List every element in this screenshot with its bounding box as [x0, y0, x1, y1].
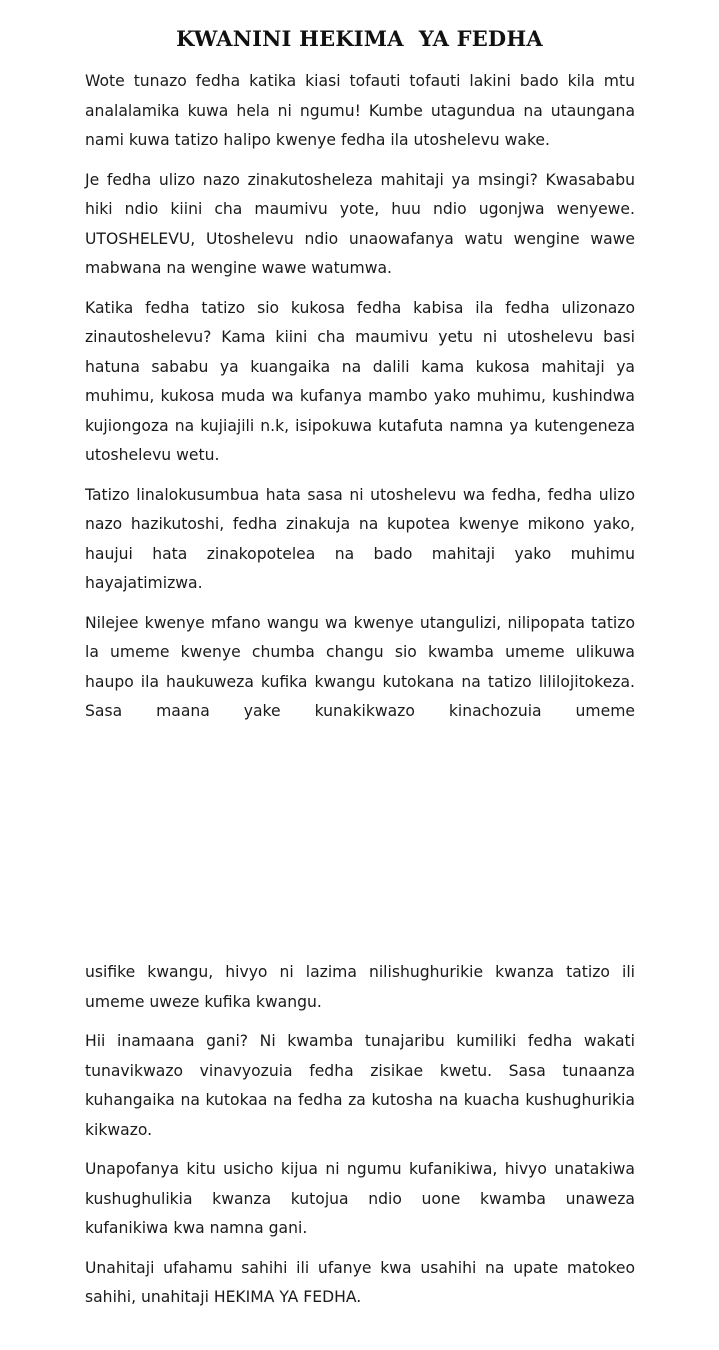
- paragraph-5: Nilejee kwenye mfano wangu wa kwenye utangulizi, nilipopata tatizo la umeme kwenye chumba changu sio kwamba umeme ulikuwa haupo ila haukuweza kufika kwangu kutokana na tatizo lililojitokeza. Sasa maana yake kunakikwazo kinachozuia umeme: [85, 613, 635, 720]
- paragraph-8: Unapofanya kitu usicho kijua ni ngumu kufanikiwa, hivyo unatakiwa kushughulikia kwanza kutojua ndio uone kwamba unaweza kufanikiwa kwa namna gani.: [85, 1160, 635, 1237]
- page-title: KWANINI HEKIMA YA FEDHA: [176, 26, 543, 51]
- paragraph-7: Hii inamaana gani? Ni kwamba tunajaribu kumiliki fedha wakati tunavikwazo vinavyozuia fedha zisikae kwetu. Sasa tunaanza kuhangaika na kutokaa na fedha za kutosha na kuacha kushughurikia kikwazo.: [85, 1032, 635, 1139]
- paragraph-4: Tatizo linalokusumbua hata sasa ni utoshelevu wa fedha, fedha ulizo nazo hazikutoshi, fedha zinakuja na kupotea kwenye mikono yako, haujui hata zinakopotelea na bado mahitaji yako muhimu hayajatimizwa.: [85, 485, 635, 592]
- paragraph-3: Katika fedha tatizo sio kukosa fedha kabisa ila fedha ulizonazo zinautoshelevu? Kama kiini cha maumivu yetu ni utoshelevu basi hatuna sababu ya kuangaika na dalili kama kukosa mahitaji ya muhimu, kukosa muda wa kufanya mambo yako muhimu, kushindwa kujiongoza na kujiajili n.k, isipokuwa kutafuta namna ya kutengeneza utoshelevu wetu.: [85, 298, 635, 464]
- paragraph-2: Je fedha ulizo nazo zinakutosheleza mahitaji ya msingi? Kwasababu hiki ndio kiini cha maumivu yote, huu ndio ugonjwa wenyewe. UTOSHELEVU, Utoshelevu ndio unaowafanya watu wengine wawe mabwana na wengine wawe watumwa.: [85, 170, 635, 277]
- text-block-bottom: [85, 958, 635, 1323]
- text-block-top: [85, 67, 635, 737]
- paragraph-6: usifike kwangu, hivyo ni lazima nilishughurikie kwanza tatizo ili umeme uweze kufika kwangu.: [85, 963, 635, 1011]
- paragraph-1: Wote tunazo fedha katika kiasi tofauti tofauti lakini bado kila mtu analalamika kuwa hela ni ngumu! Kumbe utagundua na utaungana nami kuwa tatizo halipo kwenye fedha ila utoshelevu wake.: [85, 72, 635, 149]
- paragraph-9: Unahitaji ufahamu sahihi ili ufanye kwa usahihi na upate matokeo sahihi, unahitaji HEKIMA YA FEDHA.: [85, 1258, 635, 1306]
